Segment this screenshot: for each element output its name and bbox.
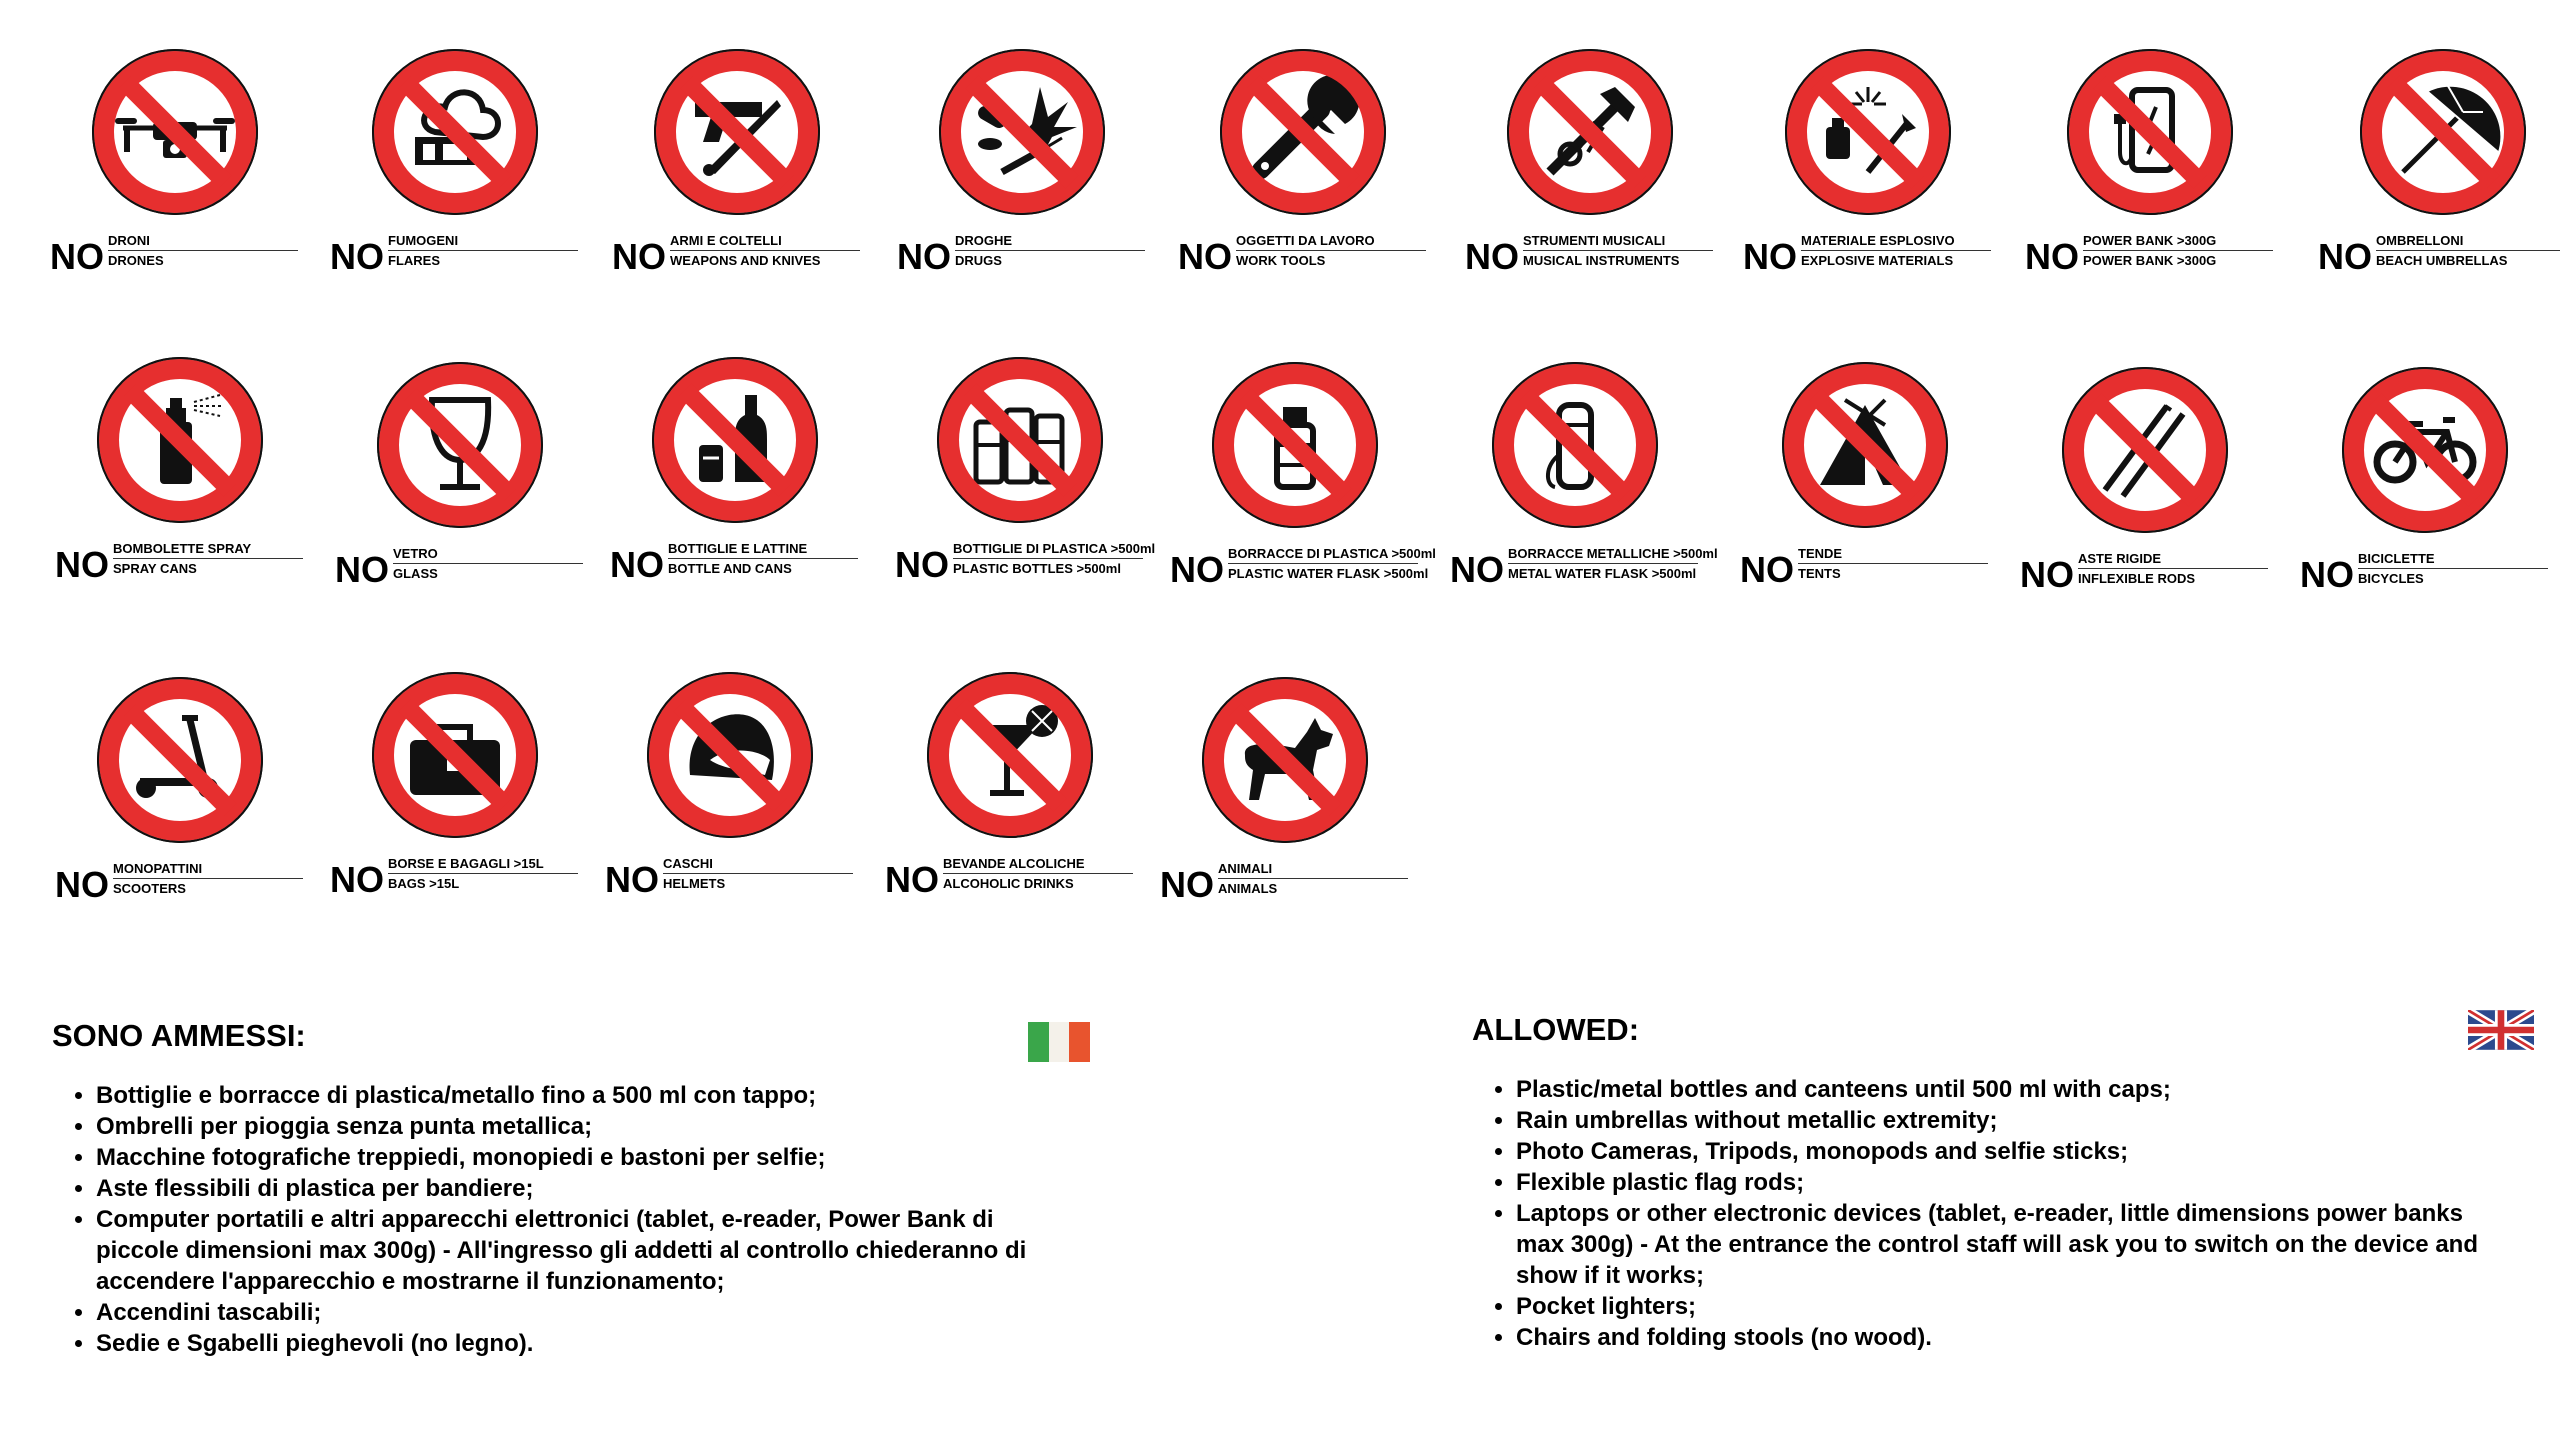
- animals-prohibited-icon: [1195, 670, 1375, 850]
- rods-prohibited-icon: [2055, 360, 2235, 540]
- italian-label: ASTE RIGIDE: [2078, 551, 2268, 569]
- english-label: METAL WATER FLASK >500ml: [1508, 566, 1697, 581]
- sign-caption: [2318, 227, 2560, 287]
- section-title: SONO AMMESSI:: [52, 1018, 306, 1053]
- scooters-prohibited-icon: [90, 670, 270, 850]
- sign-caption: [330, 850, 580, 910]
- italian-label: BICICLETTE: [2358, 551, 2548, 569]
- italian-label: POWER BANK >300G: [2083, 233, 2273, 251]
- italian-label: BORSE E BAGAGLI >15L: [388, 856, 578, 874]
- no-label: NO: [1178, 236, 1232, 277]
- no-label: NO: [50, 236, 104, 277]
- list-item: • Photo Cameras, Tripods, monopods and selfie sticks;: [1516, 1136, 2512, 1167]
- allowed-section-english: [1472, 1012, 2512, 1353]
- sign-caption: [55, 855, 305, 915]
- italian-label: TENDE: [1798, 546, 1988, 564]
- italian-label: STRUMENTI MUSICALI: [1523, 233, 1713, 251]
- bottles-prohibited-icon: [645, 350, 825, 530]
- sign-caption: [2025, 227, 2275, 287]
- english-label: PLASTIC WATER FLASK >500ml: [1228, 566, 1429, 581]
- plastic-bottles-prohibited-icon: [930, 350, 1110, 530]
- no-label: NO: [1450, 549, 1504, 590]
- italian-label: DROGHE: [955, 233, 1145, 251]
- no-label: NO: [2025, 236, 2079, 277]
- english-label: BAGS >15L: [388, 876, 460, 891]
- prohibition-sign-instruments: [1465, 42, 1715, 302]
- list-item: • Ombrelli per pioggia senza punta metallica;: [96, 1111, 1072, 1142]
- list-item: • Computer portatili e altri apparecchi elettronici (tablet, e-reader, Power Bank di piccole dimensioni max 300g) - All'ingresso gli addetti al controllo chiederanno di accendere l'apparecchio e mostrarne il funzionamento;: [96, 1204, 1072, 1297]
- sign-caption: [1743, 227, 1993, 287]
- italian-label: BEVANDE ALCOLICHE: [943, 856, 1133, 874]
- no-label: NO: [330, 236, 384, 277]
- italy-flag-icon: [1028, 1022, 1090, 1062]
- bags-prohibited-icon: [365, 665, 545, 845]
- no-label: NO: [610, 544, 664, 585]
- umbrella-prohibited-icon: [2353, 42, 2533, 222]
- prohibition-sign-powerbank: [2025, 42, 2275, 302]
- no-label: NO: [55, 544, 109, 585]
- prohibition-sign-drone: [50, 42, 300, 302]
- explosive-prohibited-icon: [1778, 42, 1958, 222]
- no-label: NO: [612, 236, 666, 277]
- powerbank-prohibited-icon: [2060, 42, 2240, 222]
- sign-caption: [1450, 540, 1718, 600]
- sign-caption: [2020, 545, 2270, 605]
- sign-caption: [335, 540, 585, 600]
- english-label: POWER BANK >300G: [2083, 253, 2217, 268]
- prohibition-sign-animals: [1160, 670, 1410, 930]
- english-label: SPRAY CANS: [113, 561, 197, 576]
- prohibition-sign-weapons: [612, 42, 862, 302]
- sign-caption: [897, 227, 1147, 287]
- english-label: ALCOHOLIC DRINKS: [943, 876, 1074, 891]
- english-label: BEACH UMBRELLAS: [2376, 253, 2508, 268]
- no-label: NO: [1465, 236, 1519, 277]
- plastic-flask-prohibited-icon: [1205, 355, 1385, 535]
- italian-label: BORRACCE DI PLASTICA >500ml: [1228, 546, 1418, 564]
- prohibition-sign-helmets: [605, 665, 855, 925]
- italian-label: FUMOGENI: [388, 233, 578, 251]
- no-label: NO: [2020, 554, 2074, 595]
- sign-caption: [610, 535, 860, 595]
- instruments-prohibited-icon: [1500, 42, 1680, 222]
- allowed-list: [52, 1080, 1072, 1359]
- italian-label: ARMI E COLTELLI: [670, 233, 860, 251]
- no-label: NO: [330, 859, 384, 900]
- allowed-section-italian: [52, 1018, 1072, 1359]
- prohibition-sign-umbrella: [2318, 42, 2560, 302]
- english-label: WORK TOOLS: [1236, 253, 1326, 268]
- italian-label: OMBRELLONI: [2376, 233, 2560, 251]
- flares-prohibited-icon: [365, 42, 545, 222]
- italian-label: CASCHI: [663, 856, 853, 874]
- prohibition-sign-plastic-bottles: [895, 350, 1156, 610]
- english-label: MUSICAL INSTRUMENTS: [1523, 253, 1680, 268]
- tools-prohibited-icon: [1213, 42, 1393, 222]
- alcohol-prohibited-icon: [920, 665, 1100, 845]
- sign-caption: [612, 227, 862, 287]
- bicycles-prohibited-icon: [2335, 360, 2515, 540]
- no-label: NO: [55, 864, 109, 905]
- sign-caption: [1178, 227, 1428, 287]
- prohibition-sign-flares: [330, 42, 580, 302]
- list-item: • Macchine fotografiche treppiedi, monopiedi e bastoni per selfie;: [96, 1142, 1072, 1173]
- list-item: • Aste flessibili di plastica per bandiere;: [96, 1173, 1072, 1204]
- sign-caption: [1170, 540, 1436, 600]
- italian-label: MONOPATTINI: [113, 861, 303, 879]
- english-label: ANIMALS: [1218, 881, 1278, 896]
- sign-caption: [330, 227, 580, 287]
- no-label: NO: [897, 236, 951, 277]
- english-label: BICYCLES: [2358, 571, 2424, 586]
- prohibition-sign-bags: [330, 665, 580, 925]
- list-item: • Bottiglie e borracce di plastica/metallo fino a 500 ml con tappo;: [96, 1080, 1072, 1111]
- prohibition-sign-rods: [2020, 360, 2270, 620]
- english-label: BOTTLE AND CANS: [668, 561, 792, 576]
- italian-label: ANIMALI: [1218, 861, 1408, 879]
- english-label: FLARES: [388, 253, 440, 268]
- sign-caption: [55, 535, 305, 595]
- list-item: • Sedie e Sgabelli pieghevoli (no legno).: [96, 1328, 1072, 1359]
- list-item: • Laptops or other electronic devices (tablet, e-reader, little dimensions power banks max 300g) - At the entrance the control staff will ask you to switch on the device and show if it works;: [1516, 1198, 2512, 1291]
- prohibition-sign-tools: [1178, 42, 1428, 302]
- uk-flag-icon: [2468, 1010, 2534, 1050]
- sign-caption: [2300, 545, 2550, 605]
- italian-label: OGGETTI DA LAVORO: [1236, 233, 1426, 251]
- italian-label: DRONI: [108, 233, 298, 251]
- sign-caption: [1740, 540, 1990, 600]
- list-item: • Chairs and folding stools (no wood).: [1516, 1322, 2512, 1353]
- prohibition-sign-tents: [1740, 355, 1990, 615]
- english-label: HELMETS: [663, 876, 726, 891]
- list-item: • Rain umbrellas without metallic extremity;: [1516, 1105, 2512, 1136]
- prohibition-sign-glass: [335, 355, 585, 615]
- italian-label: BOTTIGLIE DI PLASTICA >500ml: [953, 541, 1143, 559]
- prohibition-sign-metal-flask: [1450, 355, 1718, 615]
- weapons-prohibited-icon: [647, 42, 827, 222]
- spray-prohibited-icon: [90, 350, 270, 530]
- prohibition-sign-spray: [55, 350, 305, 610]
- tents-prohibited-icon: [1775, 355, 1955, 535]
- english-label: DRUGS: [955, 253, 1002, 268]
- metal-flask-prohibited-icon: [1485, 355, 1665, 535]
- sign-caption: [885, 850, 1135, 910]
- list-item: • Pocket lighters;: [1516, 1291, 2512, 1322]
- no-label: NO: [605, 859, 659, 900]
- sign-caption: [605, 850, 855, 910]
- english-label: TENTS: [1798, 566, 1841, 581]
- no-label: NO: [2300, 554, 2354, 595]
- drugs-prohibited-icon: [932, 42, 1112, 222]
- prohibition-sign-bicycles: [2300, 360, 2550, 620]
- italian-label: BOTTIGLIE E LATTINE: [668, 541, 858, 559]
- english-label: GLASS: [393, 566, 438, 581]
- sign-caption: [895, 535, 1156, 595]
- italian-label: MATERIALE ESPLOSIVO: [1801, 233, 1991, 251]
- italian-label: BORRACCE METALLICHE >500ml: [1508, 546, 1698, 564]
- english-label: DRONES: [108, 253, 164, 268]
- helmets-prohibited-icon: [640, 665, 820, 845]
- allowed-list: [1472, 1074, 2512, 1353]
- no-label: NO: [1170, 549, 1224, 590]
- no-label: NO: [1740, 549, 1794, 590]
- english-label: WEAPONS AND KNIVES: [670, 253, 821, 268]
- sign-caption: [50, 227, 300, 287]
- section-title: ALLOWED:: [1472, 1012, 1640, 1047]
- list-item: • Flexible plastic flag rods;: [1516, 1167, 2512, 1198]
- prohibition-sign-plastic-flask: [1170, 355, 1436, 615]
- italian-label: VETRO: [393, 546, 583, 564]
- no-label: NO: [895, 544, 949, 585]
- english-label: INFLEXIBLE RODS: [2078, 571, 2196, 586]
- no-label: NO: [885, 859, 939, 900]
- sign-caption: [1160, 855, 1410, 915]
- drone-prohibited-icon: [85, 42, 265, 222]
- english-label: SCOOTERS: [113, 881, 186, 896]
- prohibition-sign-explosive: [1743, 42, 1993, 302]
- english-label: PLASTIC BOTTLES >500ml: [953, 561, 1121, 576]
- prohibition-sign-scooters: [55, 670, 305, 930]
- prohibition-sign-drugs: [897, 42, 1147, 302]
- list-item: • Accendini tascabili;: [96, 1297, 1072, 1328]
- glass-prohibited-icon: [370, 355, 550, 535]
- prohibition-sign-bottles: [610, 350, 860, 610]
- no-label: NO: [1743, 236, 1797, 277]
- english-label: EXPLOSIVE MATERIALS: [1801, 253, 1954, 268]
- no-label: NO: [1160, 864, 1214, 905]
- prohibition-sign-alcohol: [885, 665, 1135, 925]
- sign-caption: [1465, 227, 1715, 287]
- list-item: • Plastic/metal bottles and canteens until 500 ml with caps;: [1516, 1074, 2512, 1105]
- no-label: NO: [2318, 236, 2372, 277]
- italian-label: BOMBOLETTE SPRAY: [113, 541, 303, 559]
- no-label: NO: [335, 549, 389, 590]
